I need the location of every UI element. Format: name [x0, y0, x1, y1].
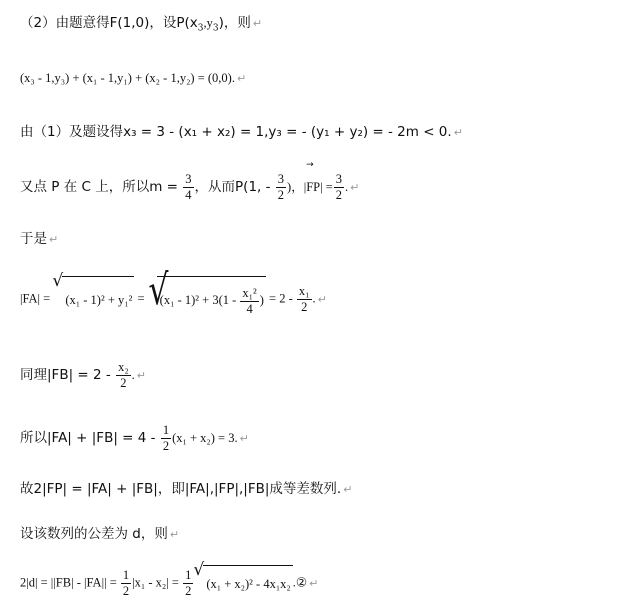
return-mark-icon: ↵ [136, 369, 147, 382]
l10-text: 设该数列的公差为 d，则 [20, 526, 168, 542]
l1-mid: ,y [203, 16, 213, 30]
l11-a: 2|d| = ||FB| - |FA|| = [20, 575, 120, 590]
l11-end: .② [292, 575, 308, 590]
line-4 [20, 170, 608, 205]
line-6 [20, 276, 608, 322]
l6-a: |FA| = [20, 291, 54, 306]
fraction: $\frac{3}{2}$ [335, 172, 343, 202]
l4-mid1: ，从而P(1, - [194, 179, 275, 195]
l11-b: |x₁ - x₂| = [132, 575, 183, 590]
line-1 [20, 14, 608, 38]
l4-pre: 又点 P 在 C 上，所以m = [20, 179, 183, 195]
fraction: $\frac{3}{2}$ [277, 172, 285, 202]
sqrt-3: √ (x₁ + x₂)² - 4x₁x₂ [203, 565, 292, 601]
line-10 [20, 525, 608, 544]
l1-pre: （2）由题意得F(1,0)，设P(x [20, 15, 198, 31]
return-mark-icon: ↵ [343, 483, 353, 496]
l8-post: (x₁ + x₂) = 3. [172, 431, 238, 445]
l4-mid2: → )，|FP| = [287, 170, 333, 204]
fraction: $\frac{3}{4}$ [185, 172, 192, 202]
return-mark-icon: ↵ [453, 126, 463, 139]
return-mark-icon: ↵ [317, 292, 327, 306]
line-3 [20, 123, 608, 142]
l1-sub1: 3 [197, 23, 204, 34]
line-7 [20, 358, 608, 393]
fraction: $\frac{\text{x₁}}{2}$ [298, 283, 310, 314]
l1-sub2: 3 [212, 23, 219, 34]
line-8 [20, 421, 608, 456]
l3-text: 由（1）及题设得x₃ = 3 - (x₁ + x₂) = 1,y₃ = - (y₁ + y₂) = - 2m < 0. [20, 124, 452, 140]
line-2 [20, 69, 608, 88]
l6-b: = [134, 291, 148, 306]
return-mark-icon: ↵ [239, 432, 249, 445]
l6-c: = 2 - [265, 291, 296, 306]
l8-pre: 所以|FA| + |FB| = 4 - [20, 430, 160, 446]
l7-pre: 同理|FB| = 2 - [20, 367, 116, 383]
return-mark-icon: ↵ [252, 17, 263, 30]
return-mark-icon: ↵ [236, 72, 247, 85]
l2-expr: (x₃ - 1,y₃) + (x₁ - 1,y₁) + (x₂ - 1,y₂) = (0,0). [20, 71, 235, 85]
return-mark-icon: ↵ [169, 528, 180, 541]
fraction: $\frac{1}{2}$ [162, 423, 170, 453]
l5-text: 于是 [20, 231, 47, 247]
line-5 [20, 230, 608, 249]
return-mark-icon: ↵ [350, 181, 360, 194]
line-9 [20, 480, 608, 499]
l7-end: . [131, 368, 135, 382]
l4-end: . [345, 180, 349, 194]
l9-text: 故2|FP| = |FA| + |FB|，即|FA|,|FP|,|FB|成等差数列. [20, 481, 342, 497]
sqrt-2: √ (x₁ - 1)² + 3(1 - $\frac{\text{x₁²}}{4}$ ) [157, 276, 266, 322]
fraction: $\frac{1}{2}$ [185, 567, 192, 598]
sqrt-1: √ (x₁ - 1)² + y₁² [62, 276, 134, 322]
l6-end: . [312, 291, 316, 306]
return-mark-icon: ↵ [309, 576, 319, 590]
fraction: $\frac{\text{x₂}}{2}$ [118, 360, 129, 390]
return-mark-icon: ↵ [49, 233, 59, 246]
l1-post: )，则 [218, 15, 251, 31]
line-11 [20, 565, 608, 601]
fraction: $\frac{1}{2}$ [122, 567, 130, 598]
